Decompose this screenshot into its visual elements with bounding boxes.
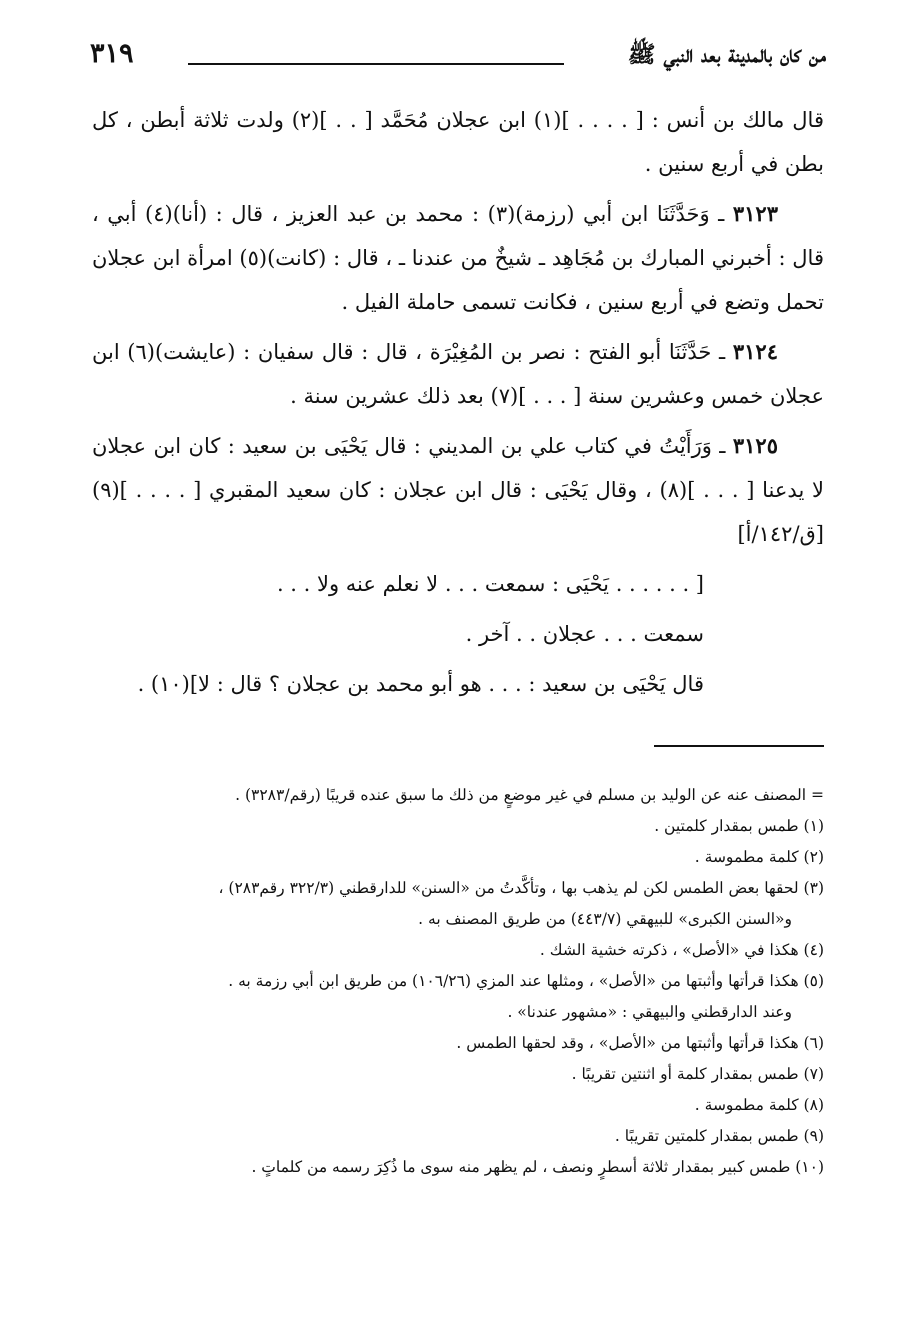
footnote-7: (٧) طمس بمقدار كلمة أو اثنتين تقريبًا . [571, 1065, 824, 1083]
footnote-4: (٤) هكذا في «الأصل» ، ذكرته خشية الشك . [539, 941, 824, 959]
running-title: من كان بالمدينة بعد النبي ﷺ [627, 41, 826, 68]
hadith-3123 [92, 192, 824, 324]
hadith-text: ـ حَدَّثَنَا أبو الفتح : نصر بن المُغِيْرَة ، قال : قال سفيان : (عايشت)(٦) ابن عجلان خمس وعشرين سنة [ . . . ](٧) بعد ذلك عشرين سنة . [92, 340, 824, 408]
footnotes [82, 780, 824, 1183]
fragment-line-1: [ . . . . . . يَحْيَى : سمعت . . . لا نعلم عنه ولا . . . [276, 572, 704, 596]
hadith-3125 [92, 424, 824, 556]
footnote-6: (٦) هكذا قرأتها وأثبتها من «الأصل» ، وقد لحقها الطمس . [456, 1034, 824, 1052]
fragment-line-3: قال يَحْيَى بن سعيد : . . . هو أبو محمد بن عجلان ؟ قال : لا](١٠) . [137, 672, 704, 696]
paragraph-malik: قال مالك بن أنس : [ . . . . ](١) ابن عجلان مُحَمَّد [ . . ](٢) ولدت ثلاثة أبطن ، كل بطن في أربع سنين . [92, 108, 824, 176]
footnote-3-continued: و«السنن الكبرى» للبيهقي (٤٤٣/٧) من طريق المصنف به . [418, 910, 792, 928]
hadith-text: ـ وَحَدَّثَنَا ابن أبي (رزمة)(٣) : محمد بن عبد العزيز ، قال : (أنا)(٤) أبي ، قال : أخبرني المبارك بن مُجَاهِد ـ شيخٌ من عندنا ـ ، قال : (كانت)(٥) امرأة ابن عجلان تحمل وتضع في أربع سنين ، فكانت تسمى حاملة الفيل . [92, 202, 824, 314]
footnote-8: (٨) كلمة مطموسة . [694, 1096, 824, 1114]
hadith-number: ٣١٢٤ [732, 339, 778, 364]
fragment-line-2: سمعت . . . عجلان . . آخر . [465, 622, 704, 646]
footnote-1: (١) طمس بمقدار كلمتين . [654, 817, 824, 835]
hadith-number: ٣١٢٥ [732, 433, 778, 458]
main-text [92, 98, 824, 712]
hadith-text: ـ وَرَأَيْتُ في كتاب علي بن المديني : قال يَحْيَى بن سعيد : كان ابن عجلان لا يدعنا [ . . . ](٨) ، وقال يَحْيَى : قال ابن عجلان : كان سعيد المقبري [ . . . . ](٩) [ق/١٤٢/أ] [92, 434, 824, 546]
footnote-10: (١٠) طمس كبير بمقدار ثلاثة أسطرٍ ونصف ، لم يظهر منه سوى ما ذُكِرَ رسمه من كلماتٍ . [251, 1158, 824, 1176]
footnote-9: (٩) طمس بمقدار كلمتين تقريبًا . [614, 1127, 824, 1145]
footnote-5-continued: وعند الدارقطني والبيهقي : «مشهور عندنا» . [507, 1003, 792, 1021]
footnote-separator [654, 745, 824, 747]
footnote-continuation: = المصنف عنه عن الوليد بن مسلم في غير موضعٍ من ذلك ما سبق عنده قريبًا (رقم/٣٢٨٣) . [235, 786, 824, 804]
footnote-3: (٣) لحقها بعض الطمس لكن لم يذهب بها ، وتأكَّدتُ من «السنن» للدارقطني (٣٢٢/٣ رقم٢٨٣) ، [218, 879, 824, 897]
hadith-number: ٣١٢٣ [732, 201, 778, 226]
page-header [90, 38, 826, 78]
footnote-5: (٥) هكذا قرأتها وأثبتها من «الأصل» ، ومثلها عند المزي (١٠٦/٢٦) من طريق ابن أبي رزمة به . [228, 972, 824, 990]
footnote-2: (٢) كلمة مطموسة . [694, 848, 824, 866]
header-rule [188, 63, 564, 65]
hadith-3124 [92, 330, 824, 418]
page-number: ٣١٩ [90, 38, 134, 69]
